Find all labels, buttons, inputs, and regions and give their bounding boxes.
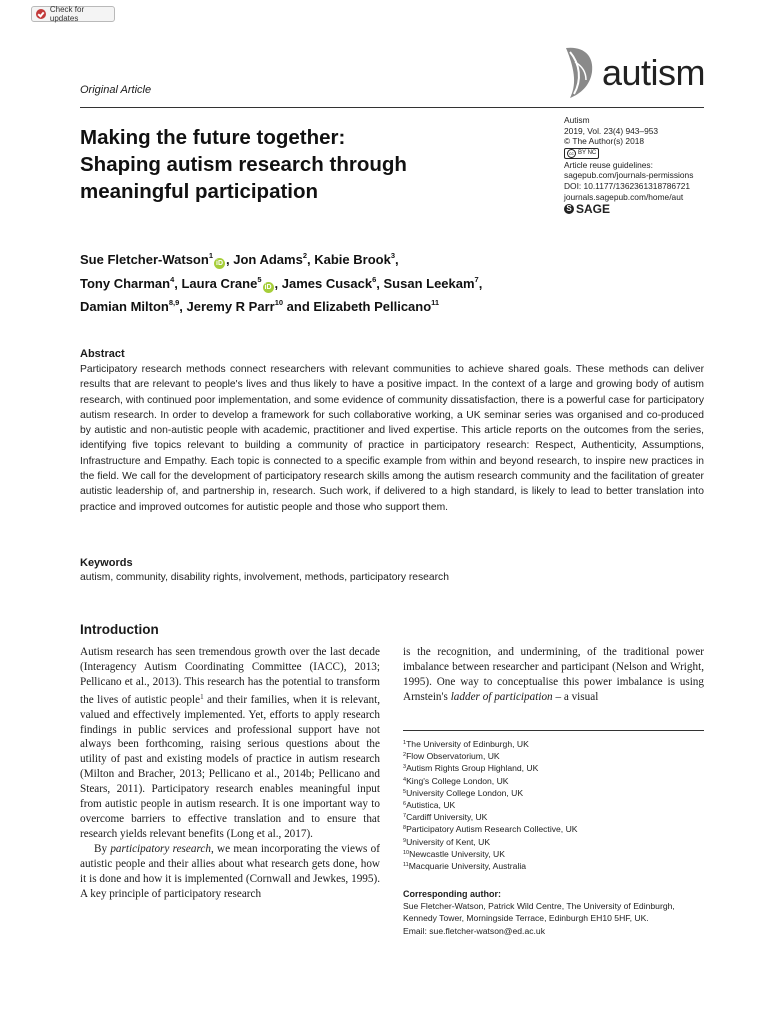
header-rule [80,107,704,108]
affiliation-item: $^6$Autistica, UK [403,800,456,811]
body-column-right [403,645,704,705]
check-for-updates-badge[interactable] [31,6,115,22]
keywords-heading: Keywords [80,557,133,569]
affiliation-item: $^1$The University of Edinburgh, UK [403,739,529,749]
affiliation-item: $^8$Participatory Autism Research Collective, UK [403,824,578,835]
corresponding-heading: Corresponding author: [403,889,501,899]
affiliation-item: $^9$University of Kent, UK [403,836,491,847]
affiliation-item: $^2$Flow Observatorium, UK [403,751,500,762]
reuse-link[interactable]: sagepub.com/journals-permissions [564,170,694,181]
abstract-heading: Abstract [80,348,125,360]
journal-metadata [564,115,714,215]
corresponding-name: Sue Fletcher-Watson, Patrick Wild Centre, The University of Edinburgh, [403,901,675,912]
journal-logo [562,42,706,100]
article-type: Original Article [80,84,152,96]
sage-icon: S [564,204,574,214]
check-updates-icon [36,9,46,19]
corresponding-email[interactable]: Email: sue.fletcher-watson@ed.ac.uk [403,925,545,936]
doi-link[interactable]: DOI: 10.1177/1362361318786721 [564,180,691,191]
license-text: BY NC [578,149,597,156]
affiliation-rule [403,730,704,731]
affiliation-item: $^7$Cardiff University, UK [403,812,488,823]
check-updates-label: Check for updates [49,5,85,23]
corresponding-address: Kennedy Tower, Morningside Terrace, Edinburgh EH10 5HF, UK. [403,913,649,924]
affiliation-item: $^4$King's College London, UK [403,775,509,786]
orcid-icon[interactable]: iD [264,283,272,291]
cc-icon: cc BY NC [564,148,599,159]
journal-logo-text: autism [602,52,706,93]
journal-name: Autism [564,115,590,125]
journal-volume: 2019, Vol. 23(4) 943–953 [564,125,659,136]
introduction-heading: Introduction [80,622,159,637]
footnote-ref[interactable]: 1 [200,692,204,701]
affiliation-item: $^3$Autism Rights Group Highland, UK [403,763,539,774]
paragraph: Autism research has seen tremendous growth over the last decade (Interagency Autism Coordinating Committee (IACC), 2013; Pellicano et al., 2013). This research has the potential to transform the lives of autistic people$^1$ and their families, when it is relevant, valued and effectively implemented. Yet, efforts to apply research findings in public services and professional support have not always been forthcoming, raising serious questions about the utility of past and existing models of practice in autism research (Milton and Bracher, 2013; Pellicano et al., 2014b; Pellicano and Stears, 2011). Participatory research enables meaningful input from autistic people in autism research. It is one important way to overcome barriers to effective translation and to ensure that research yields relevant benefits (Long et al., 2017). [80,646,380,840]
affiliation-item: $^{11}$Macquarie University, Australia [403,861,527,872]
orcid-icon[interactable]: iD [216,260,223,267]
journal-homepage-link[interactable]: journals.sagepub.com/home/aut [564,191,684,202]
reuse-label: Article reuse guidelines: [564,159,653,170]
corresponding-author [403,888,707,937]
journal-copyright: © The Author(s) 2018 [564,136,645,147]
keywords-text: autism, community, disability rights, involvement, methods, participatory research [80,572,449,583]
affiliation-list [403,738,703,872]
body-column-left [80,645,380,901]
abstract-text: Participatory research methods connect researchers with relevant communities to achieve shared goals. These methods can deliver results that are relevant to people's lives and thus likely to have a positive impact. In the context of a large and growing body of autism research, with continued poor implementation, and some evidence of community dissatisfaction, there is a powerful case for participatory autism research. In order to develop a framework for such collaborative working, a UK seminar series was organised and co-produced by autistic and non-autistic people with academic, practitioner and lived expertise. This article reports on the outcomes from the series, identifying five topics relevant to building a community of practice in participatory research: Respect, Authenticity, Assumptions, Infrastructure and Empathy. Each topic is connected to a specific example from within and beyond research, to inspire new practices in the field. We call for the development of participatory research skills among the autism research community and the facilitation of greater autistic leadership of, and partnership in, research. Such work, if delivered to a high standard, is likely to lead to better translation into practice and improved outcomes for autistic people and those who support them. [80,364,704,513]
paragraph: By participatory research, we mean incorporating the views of autistic people and their allies about what research gets done, how it is done and how it is implemented (Cornwall and Jewkes, 1995). A key principle of participatory research [80,842,380,900]
autism-leaf-icon [562,42,602,100]
affiliation-item: $^{10}$Newcastle University, UK [403,848,505,859]
affiliation-item: $^5$University College London, UK [403,787,524,798]
article-title: Making the future together: Shaping autism research through meaningful participation [80,126,407,203]
publisher-logo: S SAGE [564,204,714,215]
author-list: Sue Fletcher-Watson$^1$iD , Jon Adams$^2$, Kabie Brook$^3$, Tony Charman$^4$, Laura Crane$^5$iD , James Cusack$^6$, Susan Leekam$^7$, Damian Milton$^{8,9}$, Jeremy R Parr$^{10}$ and Elizabeth Pellicano$^{11}$ [80,251,483,314]
paragraph: is the recognition, and undermining, of the traditional power imbalance between researcher and participant (Nelson and Wright, 1995). One way to conceptualise this power imbalance is using Arnstein's ladder of participation – a visual [403,646,704,703]
